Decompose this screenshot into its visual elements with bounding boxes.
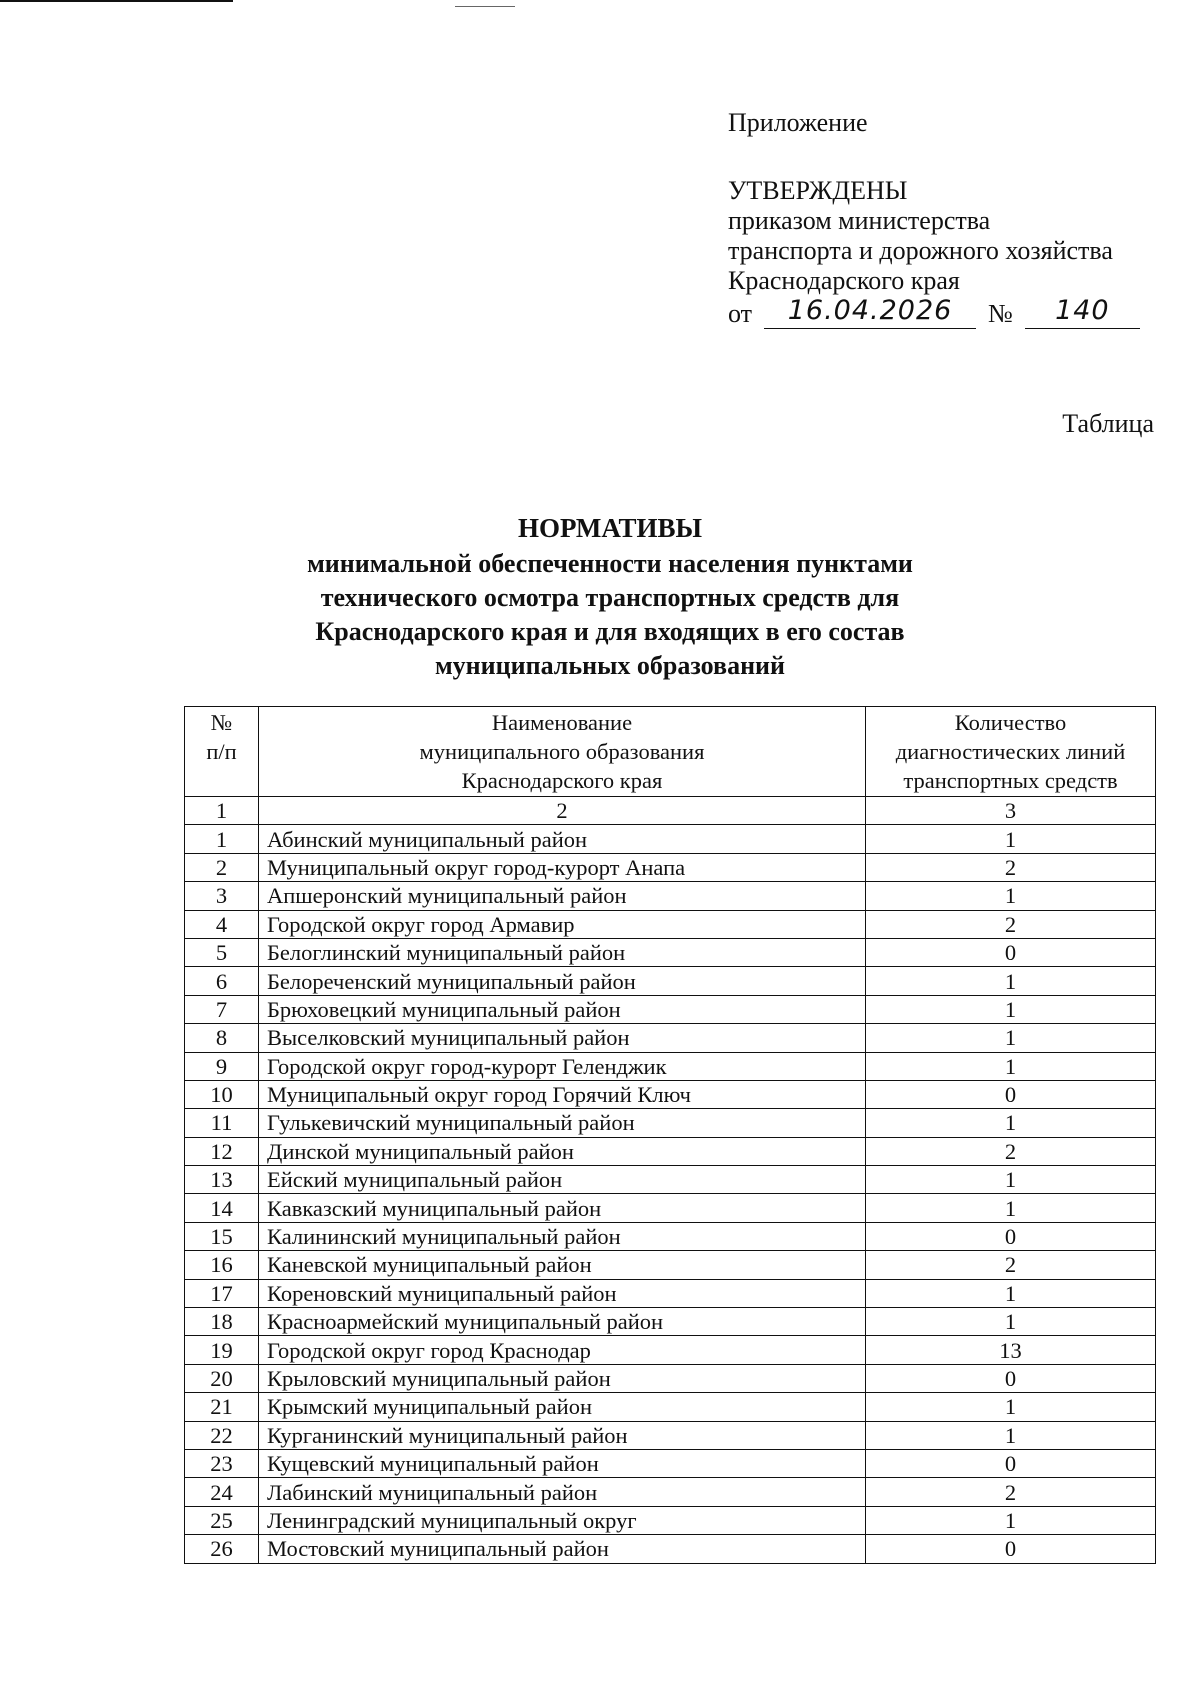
row-number: 22 bbox=[185, 1421, 259, 1449]
row-count: 1 bbox=[866, 1393, 1156, 1421]
row-number: 17 bbox=[185, 1279, 259, 1307]
approval-block bbox=[728, 108, 1140, 329]
table-row bbox=[185, 967, 1156, 995]
header-num-line: п/п bbox=[206, 739, 237, 764]
header-count-line: Количество bbox=[954, 710, 1067, 735]
table-row bbox=[185, 1421, 1156, 1449]
row-number: 11 bbox=[185, 1109, 259, 1137]
table-row bbox=[185, 1449, 1156, 1477]
row-municipality: Абинский муниципальный район bbox=[259, 825, 866, 853]
table-row bbox=[185, 1222, 1156, 1250]
row-number: 3 bbox=[185, 882, 259, 910]
row-count: 13 bbox=[866, 1336, 1156, 1364]
row-municipality: Калининский муниципальный район bbox=[259, 1222, 866, 1250]
header-count-line: диагностических линий bbox=[895, 739, 1126, 764]
row-number: 10 bbox=[185, 1080, 259, 1108]
row-count: 1 bbox=[866, 1194, 1156, 1222]
order-date: 16.04.2026 bbox=[787, 295, 953, 326]
row-municipality: Каневской муниципальный район bbox=[259, 1251, 866, 1279]
row-number: 14 bbox=[185, 1194, 259, 1222]
row-count: 0 bbox=[866, 1364, 1156, 1392]
document-title bbox=[240, 511, 980, 683]
table-label: Таблица bbox=[1062, 409, 1154, 438]
table-row bbox=[185, 853, 1156, 881]
appendix-label: Приложение bbox=[728, 108, 868, 137]
row-municipality: Гулькевичский муниципальный район bbox=[259, 1109, 866, 1137]
order-line: транспорта и дорожного хозяйства bbox=[728, 236, 1113, 265]
title-subtitle-line: технического осмотра транспортных средств для bbox=[320, 583, 900, 612]
header-count-line: транспортных средств bbox=[903, 768, 1118, 793]
row-number: 2 bbox=[185, 853, 259, 881]
column-number-row bbox=[185, 797, 1156, 825]
row-count: 2 bbox=[866, 853, 1156, 881]
column-number: 1 bbox=[185, 797, 259, 825]
from-label: от bbox=[728, 299, 753, 328]
table-row bbox=[185, 1109, 1156, 1137]
row-count: 1 bbox=[866, 825, 1156, 853]
row-municipality: Городской округ город Армавир bbox=[259, 910, 866, 938]
row-municipality: Кавказский муниципальный район bbox=[259, 1194, 866, 1222]
row-municipality: Курганинский муниципальный район bbox=[259, 1421, 866, 1449]
table-row bbox=[185, 1052, 1156, 1080]
header-name bbox=[259, 707, 866, 797]
row-municipality: Белоглинский муниципальный район bbox=[259, 938, 866, 966]
order-line: Краснодарского края bbox=[728, 266, 960, 295]
row-count: 1 bbox=[866, 1024, 1156, 1052]
row-municipality: Крыловский муниципальный район bbox=[259, 1364, 866, 1392]
row-number: 7 bbox=[185, 995, 259, 1023]
title-main: НОРМАТИВЫ bbox=[517, 513, 703, 543]
row-number: 26 bbox=[185, 1535, 259, 1563]
table-row bbox=[185, 1080, 1156, 1108]
row-number: 13 bbox=[185, 1166, 259, 1194]
row-count: 1 bbox=[866, 1166, 1156, 1194]
table-row bbox=[185, 1336, 1156, 1364]
order-number-field bbox=[1025, 295, 1140, 329]
table-row bbox=[185, 1478, 1156, 1506]
approved-label: УТВЕРЖДЕНЫ bbox=[728, 176, 908, 205]
row-number: 1 bbox=[185, 825, 259, 853]
row-municipality: Лабинский муниципальный район bbox=[259, 1478, 866, 1506]
row-municipality: Муниципальный округ город Горячий Ключ bbox=[259, 1080, 866, 1108]
row-count: 2 bbox=[866, 1137, 1156, 1165]
header-count bbox=[866, 707, 1156, 797]
row-number: 8 bbox=[185, 1024, 259, 1052]
scan-edge-mark-small bbox=[455, 6, 515, 7]
row-municipality: Кореновский муниципальный район bbox=[259, 1279, 866, 1307]
scan-edge-mark bbox=[0, 0, 233, 2]
table-row bbox=[185, 938, 1156, 966]
table-header-row bbox=[185, 707, 1156, 797]
row-number: 25 bbox=[185, 1506, 259, 1534]
row-count: 1 bbox=[866, 1421, 1156, 1449]
row-count: 0 bbox=[866, 938, 1156, 966]
row-number: 9 bbox=[185, 1052, 259, 1080]
row-count: 1 bbox=[866, 882, 1156, 910]
row-municipality: Белореченский муниципальный район bbox=[259, 967, 866, 995]
header-num-line: № bbox=[210, 710, 233, 735]
row-count: 0 bbox=[866, 1535, 1156, 1563]
row-count: 1 bbox=[866, 1506, 1156, 1534]
row-number: 20 bbox=[185, 1364, 259, 1392]
row-number: 4 bbox=[185, 910, 259, 938]
row-number: 21 bbox=[185, 1393, 259, 1421]
row-municipality: Динской муниципальный район bbox=[259, 1137, 866, 1165]
row-number: 6 bbox=[185, 967, 259, 995]
row-municipality: Крымский муниципальный район bbox=[259, 1393, 866, 1421]
row-number: 23 bbox=[185, 1449, 259, 1477]
row-count: 1 bbox=[866, 967, 1156, 995]
table-row bbox=[185, 1194, 1156, 1222]
table-row bbox=[185, 1166, 1156, 1194]
row-municipality: Апшеронский муниципальный район bbox=[259, 882, 866, 910]
header-num bbox=[185, 707, 259, 797]
row-count: 0 bbox=[866, 1222, 1156, 1250]
row-municipality: Городской округ город Краснодар bbox=[259, 1336, 866, 1364]
number-label: № bbox=[988, 299, 1013, 328]
order-line: приказом министерства bbox=[728, 206, 991, 235]
row-count: 2 bbox=[866, 910, 1156, 938]
row-number: 16 bbox=[185, 1251, 259, 1279]
row-municipality: Кущевский муниципальный район bbox=[259, 1449, 866, 1477]
row-count: 2 bbox=[866, 1478, 1156, 1506]
row-count: 2 bbox=[866, 1251, 1156, 1279]
header-name-line: муниципального образования bbox=[419, 739, 705, 764]
row-count: 1 bbox=[866, 1308, 1156, 1336]
column-number: 2 bbox=[259, 797, 866, 825]
row-count: 1 bbox=[866, 1279, 1156, 1307]
header-name-line: Наименование bbox=[491, 710, 633, 735]
row-number: 19 bbox=[185, 1336, 259, 1364]
table-row bbox=[185, 1535, 1156, 1563]
row-number: 15 bbox=[185, 1222, 259, 1250]
table-row bbox=[185, 1364, 1156, 1392]
row-municipality: Красноармейский муниципальный район bbox=[259, 1308, 866, 1336]
table-row bbox=[185, 995, 1156, 1023]
table-row bbox=[185, 1137, 1156, 1165]
row-number: 18 bbox=[185, 1308, 259, 1336]
row-municipality: Муниципальный округ город-курорт Анапа bbox=[259, 853, 866, 881]
row-number: 12 bbox=[185, 1137, 259, 1165]
row-municipality: Выселковский муниципальный район bbox=[259, 1024, 866, 1052]
table-row bbox=[185, 1308, 1156, 1336]
row-municipality: Мостовский муниципальный район bbox=[259, 1535, 866, 1563]
title-subtitle-line: минимальной обеспеченности населения пунктами bbox=[307, 549, 913, 578]
row-count: 1 bbox=[866, 1109, 1156, 1137]
table-row bbox=[185, 825, 1156, 853]
row-municipality: Городской округ город-курорт Геленджик bbox=[259, 1052, 866, 1080]
row-number: 24 bbox=[185, 1478, 259, 1506]
table-row bbox=[185, 910, 1156, 938]
row-count: 0 bbox=[866, 1080, 1156, 1108]
header-name-line: Краснодарского края bbox=[461, 768, 663, 793]
title-subtitle-line: муниципальных образований bbox=[434, 651, 786, 680]
table-row bbox=[185, 1393, 1156, 1421]
title-subtitle-line: Краснодарского края и для входящих в его состав bbox=[315, 617, 905, 646]
row-count: 1 bbox=[866, 1052, 1156, 1080]
table-row bbox=[185, 882, 1156, 910]
row-count: 0 bbox=[866, 1449, 1156, 1477]
row-count: 1 bbox=[866, 995, 1156, 1023]
row-municipality: Ленинградский муниципальный округ bbox=[259, 1506, 866, 1534]
column-number: 3 bbox=[866, 797, 1156, 825]
table-row bbox=[185, 1251, 1156, 1279]
table-row bbox=[185, 1279, 1156, 1307]
order-date-number bbox=[728, 295, 1140, 329]
table-body bbox=[185, 825, 1156, 1563]
row-municipality: Брюховецкий муниципальный район bbox=[259, 995, 866, 1023]
order-date-field bbox=[764, 295, 976, 329]
row-number: 5 bbox=[185, 938, 259, 966]
norms-table bbox=[184, 706, 1156, 1564]
table-row bbox=[185, 1024, 1156, 1052]
table-row bbox=[185, 1506, 1156, 1534]
row-municipality: Ейский муниципальный район bbox=[259, 1166, 866, 1194]
order-number: 140 bbox=[1055, 295, 1110, 326]
